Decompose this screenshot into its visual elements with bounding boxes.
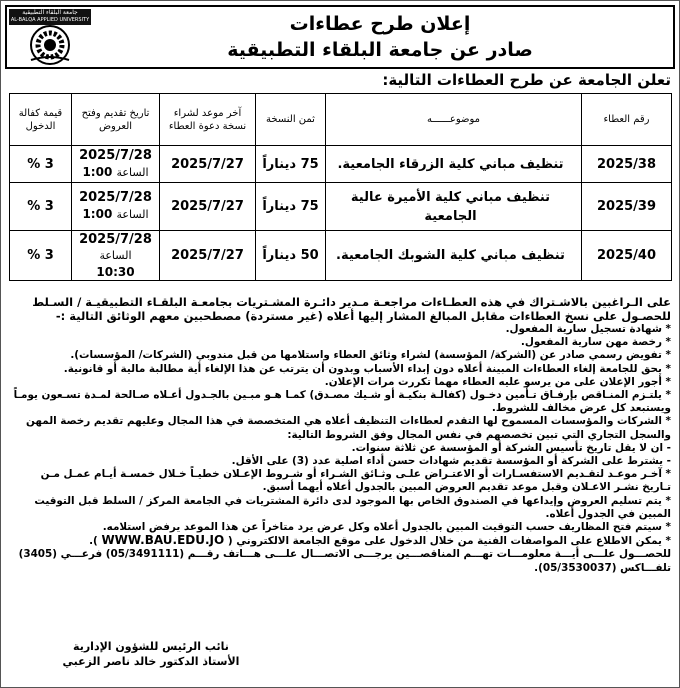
logo-arabic-name: جامعة البلقاء التطبيقية [22, 9, 78, 16]
terms-note: * الشركات والمؤسسات المسموح لها التقدم لعطاءات التنظيف أعلاه هي المتخصصة في هذا المجال وعليهم تقديم رخصة المهن والسجل التجاري التي تبين تخصصهم في نفس المجال وفق الشروط التالية: [11, 415, 671, 441]
table-row [10, 146, 672, 183]
required-doc: * شهادة تسجيل سارية المفعول. [11, 323, 671, 336]
terms-note: * يتم تسليم العروض وإيداعها في الصندوق الخاص بها الموجود لدى دائرة المشتريات في الجامعة المركز / السلط قبل التوقيت المبين في الجدول أعلاه. [11, 495, 671, 521]
time-label: الساعة [116, 208, 149, 221]
title-line-1: إعلان طرح عطاءات [289, 13, 471, 35]
submission-time-label: الساعة [99, 248, 132, 262]
header-price: ثمن النسخة [256, 94, 326, 146]
price-value: 75 [300, 156, 319, 172]
signature-block [51, 639, 251, 669]
tender-last-purchase: 2025/7/27 [160, 183, 256, 231]
table-row [10, 183, 672, 231]
tender-number: 2025/39 [582, 183, 672, 231]
terms-section [11, 295, 671, 575]
university-emblem-icon [23, 24, 77, 66]
signatory-name: الأستاذ الدكتور خالد ناصر الزعبي [62, 655, 240, 668]
terms-note: * يحق للجامعة إلغاء العطاءات المبينة أعلاه دون إبداء الأسباب وبدون أن يترتب عن هذا الإلغاء أية مطالبة مالية أو قانونية. [11, 363, 671, 376]
time-label: الساعة [116, 165, 149, 179]
eligibility-condition: - ان لا يقل تاريخ تأسيس الشركة أو المؤسسة عن ثلاثة سنوات. [11, 442, 671, 455]
eligibility-condition: - يشترط على الشركة أو المؤسسة تقديم شهادات حسن أداء اصلية عدد (3) على الأقل. [11, 455, 671, 468]
required-doc: * رخصة مهن سارية المفعول. [11, 336, 671, 349]
tender-number: 2025/40 [582, 231, 672, 281]
university-logo [9, 9, 91, 67]
required-doc: * تفويض رسمي صادر عن (الشركة/ المؤسسة) لشراء وثائق العطاء واستلامها من قبل مندوبي (الشركات/ المؤسسات). [11, 349, 671, 362]
tender-price [256, 183, 326, 231]
header-last-purchase: آخر موعد لشراء نسخة دعوة العطاء [160, 94, 256, 146]
terms-note: * أجور الإعلان على من يرسو عليه العطاء مهما تكررت مرات الإعلان. [11, 376, 671, 389]
terms-note: * يلتـزم المنـاقص بإرفـاق تـأمين دخـول (كفالـة بنكيـة أو شـيك مصـدق) كمـا هـو مبـين بالجـدول أعـلاه صـالحة لمـدة تسـعون يومـاً ويستبعد كل عرض مخالف للشروط. [11, 389, 671, 415]
header-title [97, 7, 663, 71]
logo-english-name: AL-BALQA APPLIED UNIVERSITY [10, 17, 90, 23]
price-currency: ديناراً [262, 248, 297, 263]
tender-submission [72, 183, 160, 231]
website-suffix: ). [89, 535, 98, 548]
price-value: 75 [300, 199, 319, 214]
tender-number: 2025/38 [582, 146, 672, 183]
submission-time [72, 206, 159, 223]
submission-date: 2025/7/28 [79, 231, 152, 247]
lead-paragraph: على الـراغبين بالاشـتراك في هذه العطـاءات مراجعـة مـدير دائـرة المشـتريات بجامعـة البلقـاء التطبيقيـة / السـلط للحصـول على نسخ العطاءات مقابل المبالغ المشار إليها أعلاه (غير مستردة) مصطحبين معهم الوثائق التالية :- [32, 295, 671, 323]
logo-banner [9, 9, 91, 25]
tender-subject: تنظيف مباني كلية الشوبك الجامعية. [326, 231, 582, 281]
tender-guarantee: 3 % [10, 146, 72, 183]
tender-subject: تنظيف مباني كلية الزرقاء الجامعية. [326, 146, 582, 183]
tender-subject: تنظيف مباني كلية الأميرة عالية الجامعية [326, 183, 582, 231]
price-value: 50 [300, 248, 319, 263]
header-submission: تاريخ تقديم وفتح العروض [72, 94, 160, 146]
intro-text: تعلن الجامعة عن طرح العطاءات التالية: [382, 71, 671, 89]
terms-note: * آخـر موعـد لتقـديم الاستفسـارات أو الاعتـراض علـى وثـائق الشـراء أو شـروط الإعـلان خطيـاً خـلال خمسـة أيـام عمـل مـن تـاريخ نشـر الاعـلان وقبل موعد تقديم العروض المبين بالجدول أعلاه أيهما أسبق. [11, 468, 671, 494]
header-number: رقم العطاء [582, 94, 672, 146]
tender-price [256, 146, 326, 183]
header-guarantee: قيمة كفالة الدخول [10, 94, 72, 146]
tender-submission [72, 146, 160, 183]
submission-time: 10:30 [96, 264, 135, 279]
price-currency: ديناراً [262, 199, 297, 214]
header-subject: موضوعــــــه [326, 94, 582, 146]
website-note [11, 534, 671, 548]
website-prefix: يمكن الاطلاع على المواصفات الفنية من خلال الدخول على موقع الجامعة الالكتروني ( [227, 535, 662, 548]
terms-note: * سيتم فتح المظاريف حسب التوقيت المبين بالجدول أعلاه وكل عرض يرد متاخراً عن هذا الموعد يرفض استلامه. [11, 521, 671, 534]
table-header-row [10, 94, 672, 146]
signatory-title: نائب الرئيس للشؤون الإدارية [73, 640, 229, 653]
time-value: 1:00 [82, 207, 113, 221]
tender-guarantee: 3 % [10, 231, 72, 281]
time-value: 1:00 [82, 164, 113, 179]
tender-guarantee: 3 % [10, 183, 72, 231]
submission-time [72, 164, 159, 181]
submission-date: 2025/7/28 [79, 147, 152, 163]
announcement-header [5, 5, 675, 69]
tenders-table [9, 93, 672, 281]
title-line-2: صادر عن جامعة البلقاء التطبيقية [227, 39, 533, 61]
website-link[interactable]: WWW.BAU.EDU.JO [101, 533, 225, 548]
tender-submission [72, 231, 160, 281]
submission-date: 2025/7/28 [79, 190, 152, 205]
price-currency: ديناراً [262, 156, 297, 172]
table-row [10, 231, 672, 281]
contact-info: للحصـــول علـــى أيـــة معلومـــات تهـــم المناقصـــين يرجـــى الاتصـــال علـــى هـــاتف رقـــم (05/3491111) فرعـــي (3405) تلفـــاكس (05/3530037). [18, 548, 671, 574]
tender-last-purchase: 2025/7/27 [160, 146, 256, 183]
tender-price [256, 231, 326, 281]
tender-last-purchase: 2025/7/27 [160, 231, 256, 281]
